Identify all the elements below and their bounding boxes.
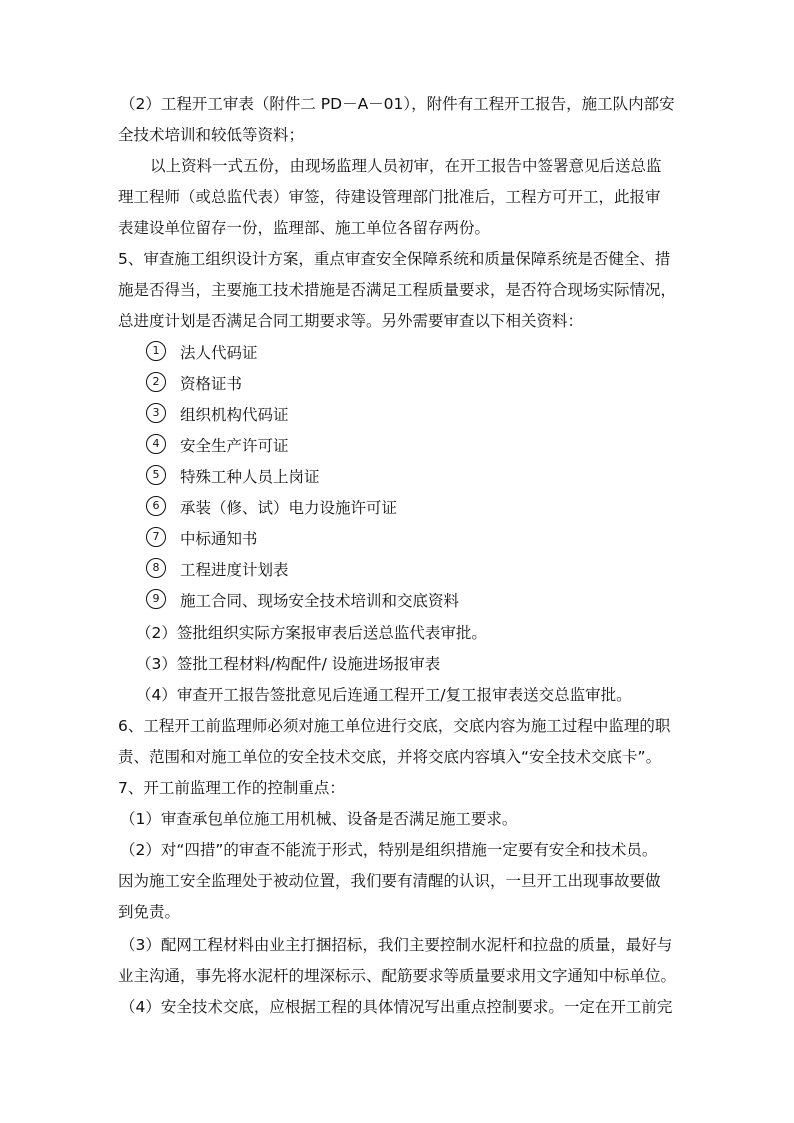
text-line: 以上资料一式五份，由现场监理人员初审，在开工报告中签署意见后送总监 [150,157,662,175]
list-item-label: 工程进度计划表 [180,561,289,579]
list-item-label: 资格证书 [180,375,243,393]
circled-number: 6 [146,496,166,516]
list-item [146,493,397,524]
circled-number: 2 [146,372,166,392]
circled-number: 1 [146,341,166,361]
list-item [146,586,459,617]
list-item [146,369,242,400]
list-item-label: 承装（修、试）电力设施许可证 [180,499,398,517]
text-line: （2）工程开工审表（附件二 PD－A－01），附件有工程开工报告，施工队内部安 [120,95,675,113]
text-line: 全技术培训和较低等资料； [118,126,305,144]
text-line: 到免责。 [118,903,181,921]
text-line: （2）签批组织实际方案报审表后送总监代表审批。 [136,624,487,642]
text-line: （3）配网工程材料由业主打捆招标，我们主要控制水泥杆和拉盘的质量，最好与 [120,936,673,954]
circled-number: 9 [146,589,166,609]
text-line: （4）安全技术交底，应根据工程的具体情况写出重点控制要求。一定在开工前完 [120,998,673,1016]
text-line: 5、审查施工组织设计方案，重点审查安全保障系统和质量保障系统是否健全、措 [118,250,671,268]
text-line: 因为施工安全监理处于被动位置，我们要有清醒的认识，一旦开工出现事故要做 [118,872,661,890]
circled-number: 3 [146,403,166,423]
text-line: （2）对“四措”的审查不能流于形式，特别是组织措施一定要有安全和技术员。 [120,841,658,859]
text-line: 责、范围和对施工单位的安全技术交底，并将交底内容填入“安全技术交底卡”。 [118,748,662,766]
list-item [146,462,320,493]
text-line: 表建设单位留存一份，监理部、施工单位各留存两份。 [118,219,491,237]
text-line: 施是否得当，主要施工技术措施是否满足工程质量要求，是否符合现场实际情况， [118,281,677,299]
list-item [146,555,289,586]
circled-number: 8 [146,558,166,578]
list-item-label: 中标通知书 [180,530,258,548]
list-item-label: 施工合同、现场安全技术培训和交底资料 [180,592,460,610]
text-line: 业主沟通，事先将水泥杆的埋深标示、配筋要求等质量要求用文字通知中标单位。 [118,967,677,985]
list-item [146,431,289,462]
text-line: 7、开工前监理工作的控制重点： [118,779,345,797]
circled-number: 4 [146,434,166,454]
text-line: 理工程师（或总监代表）审签，待建设管理部门批准后，工程方可开工，此报审 [118,188,661,206]
list-item-label: 法人代码证 [180,344,258,362]
text-line: （3）签批工程材料/构配件/ 设施进场报审表 [136,655,441,673]
circled-number: 5 [146,465,166,485]
list-item-label: 安全生产许可证 [180,437,289,455]
list-item [146,400,289,431]
text-line: 总进度计划是否满足合同工期要求等。另外需要审查以下相关资料： [118,312,584,330]
list-item-label: 组织机构代码证 [180,406,289,424]
text-line: 6、工程开工前监理师必须对施工单位进行交底，交底内容为施工过程中监理的职 [118,717,671,735]
text-line: （1）审查承包单位施工用机械、设备是否满足施工要求。 [120,810,518,828]
circled-number: 7 [146,527,166,547]
text-line: （4）审查开工报告签批意见后连通工程开工/复工报审表送交总监审批。 [136,686,632,704]
list-item [146,338,258,369]
list-item [146,524,258,555]
list-item-label: 特殊工种人员上岗证 [180,468,320,486]
